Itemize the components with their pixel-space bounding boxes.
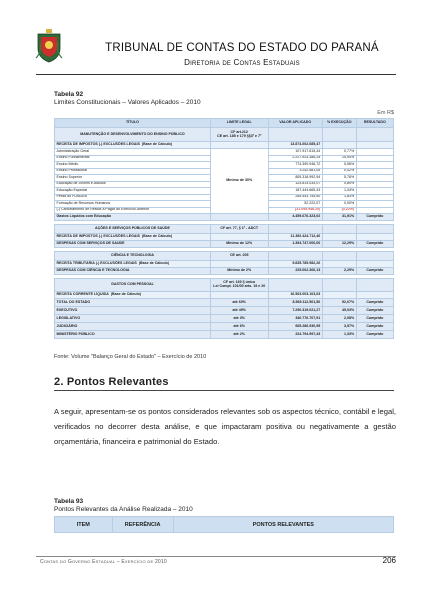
total-value: 4.459.676.323,02 [268, 214, 322, 221]
section-title: MANUTENÇÃO E DESENVOLVIMENTO DO ENSINO PÚBLICO [55, 128, 211, 142]
section-title: GASTOS COM PESSOAL [55, 279, 211, 292]
column-header: ITEM [55, 517, 113, 533]
row-limit: até 2% [210, 331, 268, 339]
row-result: Cumprido [356, 331, 393, 339]
section-heading: 2. Pontos Relevantes [54, 376, 169, 388]
section-underline [54, 390, 394, 391]
column-header: TÍTULO [55, 119, 211, 128]
footer-divider [36, 556, 396, 557]
row-result: Cumprido [356, 315, 393, 323]
row-value: 8.569.112.501,56 [268, 299, 322, 307]
row-result: Cumprido [356, 307, 393, 315]
base-label-cell [55, 292, 211, 299]
total-pct: 31,91% [322, 214, 356, 221]
section-law-detail: CE art. 185 e 179 §§3º e 7º [217, 133, 262, 138]
base-label-cell [55, 142, 211, 149]
base-value: 9.835.785.982,26 [268, 261, 322, 268]
row-value: 2.227.924.386,25 [268, 155, 322, 162]
total-label: Gastos Líquidos com Educação [55, 214, 211, 221]
row-result: Cumprido [356, 323, 393, 331]
science-total-row [55, 268, 394, 275]
base-row [55, 261, 394, 268]
row-value: 7.290.319.021,27 [268, 307, 322, 315]
total-result: Cumprido [356, 214, 393, 221]
row-label: Formação de Recursos Humanos [55, 201, 211, 208]
section-header-row [55, 279, 394, 292]
base-row [55, 292, 394, 299]
row-pct: 5,76% [322, 175, 356, 182]
base-label: RECEITA CORRENTE LÍQUIDA [56, 292, 109, 297]
total-label: DESPESAS COM CIÊNCIA E TECNOLOGIA [55, 268, 211, 275]
row-value: 255.543.755,50 [268, 194, 322, 201]
section-title: AÇÕES E SERVIÇOS PÚBLICOS DE SAÚDE [55, 225, 211, 234]
row-label: Ensino Profissional [55, 168, 211, 175]
row-limit: até 49% [210, 307, 268, 315]
row-label: Ensino Superior [55, 175, 211, 182]
state-coat-of-arms-logo [34, 28, 64, 64]
base-value: 13.874.602.685,47 [268, 142, 322, 149]
section-law-detail: Lei Compl. 101/00 arts. 19 e 20 [213, 284, 266, 288]
table-92-caption: Tabela 92 [54, 91, 84, 98]
total-label: DESPESAS COM SERVIÇOS DE SAÚDE [55, 241, 211, 248]
row-limit: até 60% [210, 299, 268, 307]
section-law-cell [210, 128, 268, 142]
row-value: 52.222,07 [268, 201, 322, 208]
row-pct: 1,34% [322, 188, 356, 195]
base-row [55, 234, 394, 241]
row-label: Ensino Fundamental [55, 155, 211, 162]
row-label: Ensino Médio [55, 162, 211, 169]
base-label: RECEITA DE IMPOSTOS (-) EXCLUSÕES LEGAIS [56, 142, 140, 147]
section-title: CIÊNCIA E TECNOLOGIA [55, 252, 211, 261]
health-total-row [55, 241, 394, 248]
column-header: LIMITE LEGAL [210, 119, 268, 128]
education-total-row [55, 214, 394, 221]
base-label: RECEITA TRIBUTÁRIA (-) EXCLUSÕES LEGAIS [56, 261, 137, 266]
education-rows [55, 149, 394, 214]
section-header-row [55, 225, 394, 234]
header-divider [36, 74, 396, 75]
table-header-row [55, 517, 394, 533]
table-row [55, 331, 394, 339]
row-label: JUDICIÁRIO [55, 323, 211, 331]
total-pct: 12,29% [322, 241, 356, 248]
row-limit: até 3% [210, 315, 268, 323]
column-header: VALOR APLICADO [268, 119, 322, 128]
base-value: 11.392.424.712,46 [268, 234, 322, 241]
column-header: REFERÊNCIA [112, 517, 173, 533]
row-pct: 5,56% [322, 162, 356, 169]
row-limit: Mínimo de 30% [210, 149, 268, 214]
row-label: Administração Geral [55, 149, 211, 156]
table-row [55, 307, 394, 315]
row-label: TOTAL DO ESTADO [55, 299, 211, 307]
row-value: 3.242.581,05 [268, 168, 322, 175]
table-93-caption: Tabela 93 [54, 498, 84, 505]
table-row [55, 299, 394, 307]
column-header: RESULTADO [356, 119, 393, 128]
row-label: LEGISLATIVO [55, 315, 211, 323]
relevant-points-table [54, 516, 394, 533]
table-header-row [55, 119, 394, 128]
column-header: PONTOS RELEVANTES [173, 517, 393, 533]
row-pct: 0,00% [322, 201, 356, 208]
table-source-note: Fonte: Volume "Balanço Geral do Estado" – Exercício de 2010 [54, 354, 207, 360]
row-value: 224.794.997,43 [268, 331, 322, 339]
row-label: MINISTÉRIO PÚBLICO [55, 331, 211, 339]
base-label-cell [55, 234, 211, 241]
table-row [55, 323, 394, 331]
row-pct: 0,77% [322, 149, 356, 156]
row-pct: 2,08% [322, 315, 356, 323]
row-limit: até 6% [210, 323, 268, 331]
column-header: % EXECUÇÃO [322, 119, 356, 128]
row-pct: 1,33% [322, 331, 356, 339]
footer-text: Contas do Governo Estadual – Exercício de 2010 [40, 559, 167, 565]
row-pct: 0,02% [322, 168, 356, 175]
section-paragraph: A seguir, apresentam-se os pontos considerados relevantes sob os aspectos técnico, contábil e legal, verificados no decorrer desta análise, e que impactaram positiva ou negativamente a gestão orçamentária, financeira e patrimonial do Estado. [54, 407, 396, 446]
total-result: Cumprido [356, 268, 393, 275]
section-law-cell [210, 279, 268, 292]
row-pct: 15,94% [322, 155, 356, 162]
row-pct: 1,83% [322, 194, 356, 201]
row-label: (-) Cancelamento de Restos a Pagar do Exercício Anterior [55, 207, 211, 214]
row-value: 605.286.930,95 [268, 323, 322, 331]
row-label: EXECUTIVO [55, 307, 211, 315]
base-row [55, 142, 394, 149]
row-pct: 45,03% [322, 307, 356, 315]
section-header-row [55, 128, 394, 142]
currency-unit-note: Em R$ [377, 110, 394, 116]
row-value: 805.318.992,94 [268, 175, 322, 182]
base-note: (Base de Cálculo) [141, 234, 173, 239]
base-value: 16.563.003.103,63 [268, 292, 322, 299]
row-value: 340.776.707,91 [268, 315, 322, 323]
total-limit: Mínimo de 12% [210, 241, 268, 248]
base-note: (Base de Cálculo) [138, 261, 169, 266]
table-93-subcaption: Pontos Relevantes da Análise Realizada – 2010 [54, 506, 193, 513]
row-label: Educação de Jovens e Adultos [55, 181, 211, 188]
institution-title: TRIBUNAL DE CONTAS DO ESTADO DO PARANÁ [105, 42, 379, 54]
department-subtitle: Diretoria de Contas Estaduais [184, 58, 300, 67]
row-pct: 3,57% [322, 323, 356, 331]
row-value: 107.917.615,44 [268, 149, 322, 156]
row-pct: 0,89% [322, 181, 356, 188]
page-number: 206 [382, 556, 396, 565]
row-value: 124.814.034,07 [268, 181, 322, 188]
row-value: (31.095.946,20) [268, 207, 322, 214]
table-row [55, 315, 394, 323]
row-pct: (0,22%) [322, 207, 356, 214]
base-note: (Base de Cálculo) [110, 292, 141, 297]
row-label: Perda do FUNDEB [55, 194, 211, 201]
base-note: (Base de Cálculo) [141, 142, 173, 147]
base-label-cell [55, 261, 211, 268]
total-pct: 2,29% [322, 268, 356, 275]
section-law: CE art. 205 [210, 252, 268, 261]
total-result: Cumprido [356, 241, 393, 248]
row-value: 187.444.665,43 [268, 188, 322, 195]
total-limit: Mínimo de 2% [210, 268, 268, 275]
personnel-rows [55, 299, 394, 339]
section-header-row [55, 252, 394, 261]
total-value: 1.394.747.000,00 [268, 241, 322, 248]
base-label: RECEITA DE IMPOSTOS (-) EXCLUSÕES LEGAIS [56, 234, 140, 239]
row-result: Cumprido [356, 299, 393, 307]
row-value: 774.390.946,72 [268, 162, 322, 169]
constitutional-limits-table [54, 118, 394, 339]
total-value: 225.002.366,13 [268, 268, 322, 275]
row-pct: 52,07% [322, 299, 356, 307]
section-law: CF art.212 [230, 129, 248, 134]
section-law: CF art. 169 § único [223, 280, 256, 285]
section-law: CF art. 77, § 1º - ADCT [210, 225, 268, 234]
table-92-subcaption: Limites Constitucionais – Valores Aplicados – 2010 [54, 99, 201, 106]
row-label: Educação Especial [55, 188, 211, 195]
